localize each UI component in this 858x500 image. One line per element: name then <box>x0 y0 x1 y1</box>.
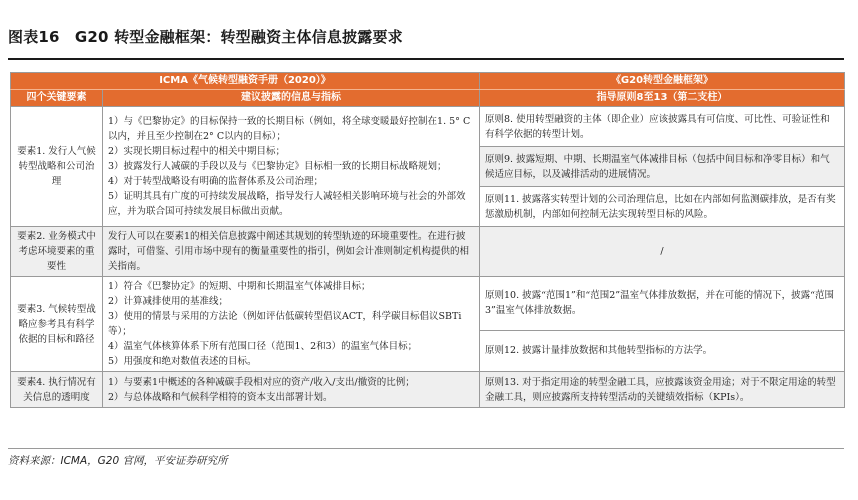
table-row <box>11 107 845 147</box>
icma-item: 4）对于转型战略设有明确的监督体系及公司治理； <box>108 176 324 187</box>
g20-principle-8: 原则8. 使用转型融资的主体（即企业）应该披露具有可信度、可比性、可验证性和有科学依据的转型计划。 <box>480 107 845 147</box>
g20-cell-2-empty: / <box>480 227 845 277</box>
icma-item: 1）与要素1中概述的各种减碳手段相对应的资产/收入/支出/撤资的比例； <box>108 376 415 388</box>
icma-item: 2）计算减排使用的基准线； <box>108 296 229 307</box>
icma-item: 1）符合《巴黎协定》的短期、中期和长期温室气体减排目标； <box>108 281 371 292</box>
icma-item: 2）与总体战略和气候科学相符的资本支出部署计划。 <box>108 391 333 403</box>
g20-principle-9: 原则9. 披露短期、中期、长期温室气体减排目标（包括中间目标和净零目标）和气候适应目标，以及减排活动的进展情况。 <box>480 147 845 187</box>
key-element-1: 要素1. 发行人气候转型战略和公司治理 <box>11 107 103 227</box>
g20-principle-10: 原则10. 披露“范围1”和“范围2”温室气体排放数据，并在可能的情况下，披露“范围3”温室气体排放数据。 <box>480 277 845 331</box>
table-row <box>11 372 845 408</box>
key-element-4: 要素4. 执行情况有关信息的透明度 <box>11 372 103 408</box>
icma-item: 3）披露发行人减碳的手段以及与《巴黎协定》目标相一致的长期目标战略规划； <box>108 161 447 172</box>
disclosure-table-container <box>10 72 844 408</box>
icma-item: 4）温室气体核算体系下所有范围口径（范围1、2和3）的温室气体目标； <box>108 341 418 352</box>
icma-cell-1 <box>103 107 480 227</box>
icma-item: 5）证明其具有广度的可持续发展战略，指导发行人减轻相关影响环境与社会的外部效应，并为联合国可持续发展目标做出贡献。 <box>108 191 466 217</box>
header-row-frameworks <box>11 73 845 90</box>
icma-item: 5）用强度和绝对数值表述的目标。 <box>108 356 257 367</box>
header-row-columns <box>11 90 845 107</box>
header-g20-principles: 指导原则8至13（第二支柱） <box>480 90 845 107</box>
header-key-elements: 四个关键要素 <box>11 90 103 107</box>
g20-principle-12: 原则12. 披露计量排放数据和其他转型指标的方法学。 <box>480 330 845 371</box>
header-g20: 《G20转型金融框架》 <box>480 73 845 90</box>
icma-item: 3）使用的情景与采用的方法论（例如评估低碳转型倡议ACT，科学碳目标倡议SBTi等）； <box>108 311 462 337</box>
table-row <box>11 277 845 331</box>
icma-item: 2）实现长期目标过程中的相关中期目标； <box>108 146 286 157</box>
icma-item: 1）与《巴黎协定》的目标保持一致的长期目标（例如，将全球变暖最好控制在1. 5° C以内，并且至少控制在2° C以内的目标）； <box>108 116 471 142</box>
icma-cell-2: 发行人可以在要素1的相关信息披露中阐述其规划的转型轨迹的环境重要性。在进行披露时，可借鉴、引用市场中现有的衡量重要性的指引，例如会计准则制定机构提供的相关指南。 <box>103 227 480 277</box>
key-element-3: 要素3. 气候转型战略应参考具有科学依据的目标和路径 <box>11 277 103 372</box>
icma-cell-4 <box>103 372 480 408</box>
title-divider <box>8 58 844 60</box>
key-element-2: 要素2. 业务模式中考虑环境要素的重要性 <box>11 227 103 277</box>
footer-divider <box>8 448 844 449</box>
figure-title: 图表16 G20 转型金融框架：转型融资主体信息披露要求 <box>8 28 403 46</box>
header-icma-indicators: 建议披露的信息与指标 <box>103 90 480 107</box>
icma-cell-3 <box>103 277 480 372</box>
disclosure-table <box>10 72 845 408</box>
table-row <box>11 227 845 277</box>
source-note: 资料来源：ICMA，G20 官网，平安证券研究所 <box>8 455 228 467</box>
g20-principle-11: 原则11. 披露落实转型计划的公司治理信息，比如在内部如何监测碳排放，是否有奖惩激励机制，内部如何控制无法实现转型目标的风险。 <box>480 187 845 227</box>
header-icma: ICMA《气候转型融资手册（2020）》 <box>11 73 480 90</box>
g20-principle-13: 原则13. 对于指定用途的转型金融工具，应披露该资金用途；对于不限定用途的转型金融工具，则应披露所支持转型活动的关键绩效指标（KPIs）。 <box>480 372 845 408</box>
